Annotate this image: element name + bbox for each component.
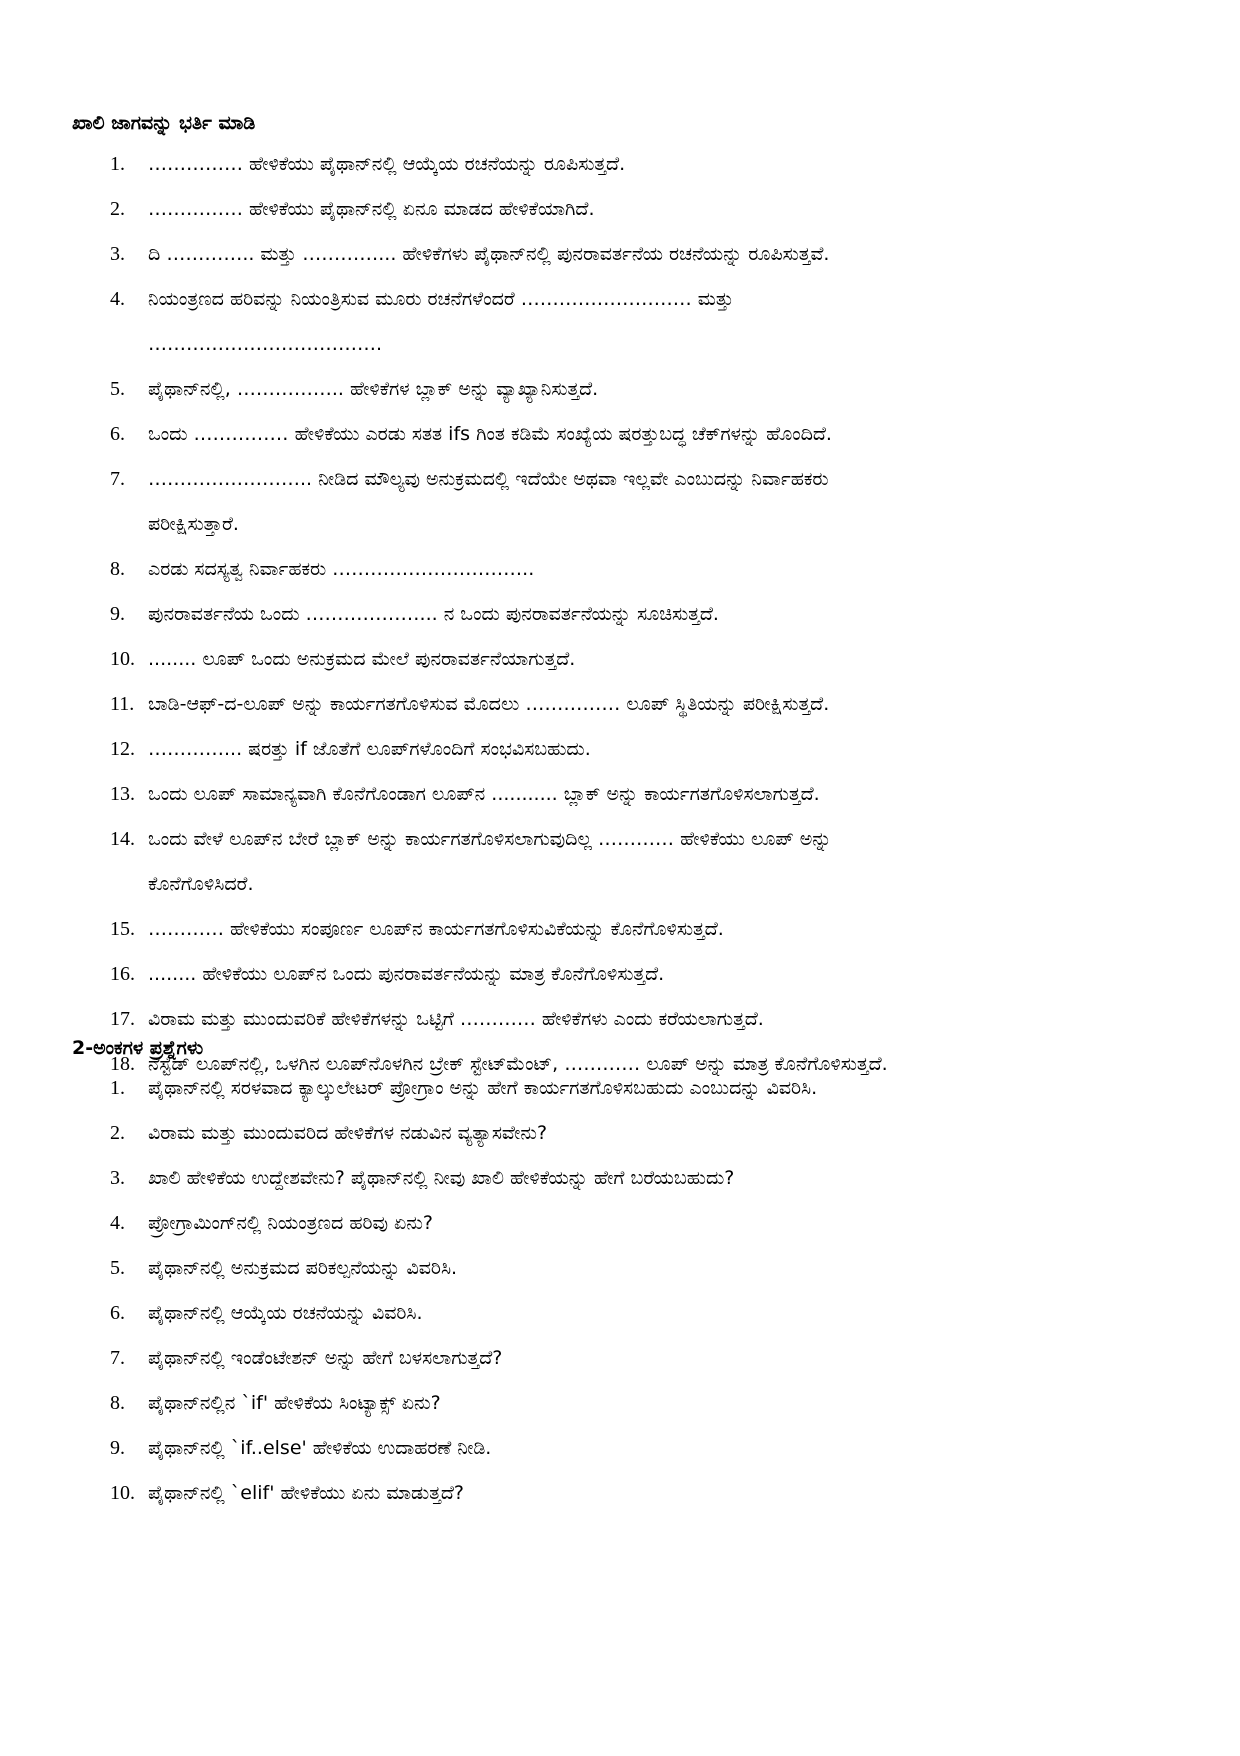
question-text [148,1471,1170,1516]
fill-blanks-title: ಖಾಲಿ ಜಾಗವನ್ನು ಭರ್ತಿ ಮಾಡಿ [72,112,256,134]
question-line: …………………….. ನೀಡಿದ ಮೌಲ್ಯವು ಅನುಕ್ರಮದಲ್ಲಿ ಇದೆಯೇ ಅಥವಾ ಇಲ್ಲವೇ ಎಂಬುದನ್ನು ನಿರ್ವಾಹಕರು [148,468,829,490]
question-line: ........ ಹೇಳಿಕೆಯು ಲೂಪ್‌ನ ಒಂದು ಪುನರಾವರ್ತನೆಯನ್ನು ಮಾತ್ರ ಕೊನೆಗೊಳಿಸುತ್ತದೆ. [148,963,665,985]
question-item [110,457,1170,547]
question-text [148,367,1170,412]
question-item [110,1066,1170,1111]
question-item [110,682,1170,727]
question-item [110,772,1170,817]
question-item [110,1246,1170,1291]
question-item [110,1291,1170,1336]
question-text [148,1336,1170,1381]
question-text [148,277,1170,367]
question-line: ಒಂದು …………… ಹೇಳಿಕೆಯು ಎರಡು ಸತತ ifs ಗಿಂತ ಕಡಿಮೆ ಸಂಖ್ಯೆಯ ಷರತ್ತುಬದ್ಧ ಚೆಕ್‌ಗಳನ್ನು ಹೊಂದಿದೆ. [148,423,832,445]
question-item [110,997,1170,1042]
question-line: ದಿ ………….. ಮತ್ತು …………... ಹೇಳಿಕೆಗಳು ಪೈಥಾನ್‌ನಲ್ಲಿ ಪುನರಾವರ್ತನೆಯ ರಚನೆಯನ್ನು ರೂಪಿಸುತ್ತವೆ. [148,243,830,265]
question-number: 8. [110,1392,125,1414]
question-text [148,1201,1170,1246]
question-line: ವಿರಾಮ ಮತ್ತು ಮುಂದುವರಿದ ಹೇಳಿಕೆಗಳ ನಡುವಿನ ವ್ಯತ್ಯಾಸವೇನು? [148,1122,548,1144]
question-number: 1. [110,1077,125,1099]
question-line: …………... ಷರತ್ತು if ಜೊತೆಗೆ ಲೂಪ್‌ಗಳೊಂದಿಗೆ ಸಂಭವಿಸಬಹುದು. [148,738,591,760]
question-number: 5. [110,378,125,400]
question-text [148,187,1170,232]
question-item [110,592,1170,637]
question-number: 9. [110,603,125,625]
question-number: 17. [110,1008,135,1030]
question-text [148,1426,1170,1471]
question-line: ನೆಸ್ಟೆಡ್ ಲೂಪ್‌ನಲ್ಲಿ, ಒಳಗಿನ ಲೂಪ್‌ನೊಳಗಿನ ಬ್ರೇಕ್ ಸ್ಟೇಟ್‌ಮೆಂಟ್, ………… ಲೂಪ್ ಅನ್ನು ಮಾತ್ರ ಕೊನೆಗೊಳಿಸುತ್ತದೆ. [148,1053,888,1075]
question-text [148,1246,1170,1291]
question-number: 1. [110,153,125,175]
question-line: ………… ಹೇಳಿಕೆಯು ಸಂಪೂರ್ಣ ಲೂಪ್‌ನ ಕಾರ್ಯಗತಗೊಳಿಸುವಿಕೆಯನ್ನು ಕೊನೆಗೊಳಿಸುತ್ತದೆ. [148,918,724,940]
question-text [148,1291,1170,1336]
question-line: ಎರಡು ಸದಸ್ಯತ್ವ ನಿರ್ವಾಹಕರು ………………………….. [148,558,535,580]
fill-blanks-list [110,142,1170,1087]
question-line: ಪೈಥಾನ್‌ನಲ್ಲಿನ `if' ಹೇಳಿಕೆಯ ಸಿಂಟ್ಯಾಕ್ಸ್ ಏನು? [148,1392,441,1414]
question-item [110,547,1170,592]
question-text [148,232,1170,277]
question-item [110,817,1170,907]
question-line: ವಿರಾಮ ಮತ್ತು ಮುಂದುವರಿಕೆ ಹೇಳಿಕೆಗಳನ್ನು ಒಟ್ಟಿಗೆ ………… ಹೇಳಿಕೆಗಳು ಎಂದು ಕರೆಯಲಾಗುತ್ತದೆ. [148,1008,764,1030]
question-item [110,1201,1170,1246]
question-number: 12. [110,738,135,760]
question-text [148,727,1170,772]
question-text [148,1111,1170,1156]
question-number: 2. [110,198,125,220]
question-line: ಪೈಥಾನ್‌ನಲ್ಲಿ `elif' ಹೇಳಿಕೆಯು ಏನು ಮಾಡುತ್ತದೆ? [148,1482,465,1504]
question-number: 6. [110,423,125,445]
question-line: ........ ಲೂಪ್ ಒಂದು ಅನುಕ್ರಮದ ಮೇಲೆ ಪುನರಾವರ್ತನೆಯಾಗುತ್ತದೆ. [148,648,576,670]
question-number: 13. [110,783,135,805]
question-line: ಪೈಥಾನ್‌ನಲ್ಲಿ ಆಯ್ಕೆಯ ರಚನೆಯನ್ನು ವಿವರಿಸಿ. [148,1302,423,1324]
question-number: 9. [110,1437,125,1459]
question-line: …………… ಹೇಳಿಕೆಯು ಪೈಥಾನ್‌ನಲ್ಲಿ ಏನೂ ಮಾಡದ ಹೇಳಿಕೆಯಾಗಿದೆ. [148,198,595,220]
question-text [148,1381,1170,1426]
question-line: ಪೈಥಾನ್‌ನಲ್ಲಿ ಸರಳವಾದ ಕ್ಯಾಲ್ಕುಲೇಟರ್ ಪ್ರೋಗ್ರಾಂ ಅನ್ನು ಹೇಗೆ ಕಾರ್ಯಗತಗೊಳಿಸಬಹುದು ಎಂಬುದನ್ನು ವಿವರಿಸಿ. [148,1077,818,1099]
two-marks-title: 2-ಅಂಕಗಳ ಪ್ರಶ್ನೆಗಳು [72,1037,204,1059]
question-line: ಪ್ರೋಗ್ರಾಮಿಂಗ್‌ನಲ್ಲಿ ನಿಯಂತ್ರಣದ ಹರಿವು ಏನು? [148,1212,433,1234]
question-item [110,1471,1170,1516]
question-number: 2. [110,1122,125,1144]
question-item [110,187,1170,232]
question-line: ಪೈಥಾನ್‌ನಲ್ಲಿ ಅನುಕ್ರಮದ ಪರಿಕಲ್ಪನೆಯನ್ನು ವಿವರಿಸಿ. [148,1257,458,1279]
question-text [148,142,1170,187]
question-item [110,952,1170,997]
question-text [148,1156,1170,1201]
question-number: 16. [110,963,135,985]
question-item [110,1156,1170,1201]
question-number: 7. [110,468,125,490]
question-number: 15. [110,918,135,940]
question-text [148,907,1170,952]
question-number: 3. [110,1167,125,1189]
question-item [110,277,1170,367]
question-line: ಖಾಲಿ ಹೇಳಿಕೆಯ ಉದ್ದೇಶವೇನು? ಪೈಥಾನ್‌ನಲ್ಲಿ ನೀವು ಖಾಲಿ ಹೇಳಿಕೆಯನ್ನು ಹೇಗೆ ಬರೆಯಬಹುದು? [148,1167,735,1189]
question-line: ಪೈಥಾನ್‌ನಲ್ಲಿ, …………….. ಹೇಳಿಕೆಗಳ ಬ್ಲಾಕ್ ಅನ್ನು ವ್ಯಾಖ್ಯಾನಿಸುತ್ತದೆ. [148,378,599,400]
question-text [148,592,1170,637]
question-line: …………… ಹೇಳಿಕೆಯು ಪೈಥಾನ್‌ನಲ್ಲಿ ಆಯ್ಕೆಯ ರಚನೆಯನ್ನು ರೂಪಿಸುತ್ತದೆ. [148,153,626,175]
question-text [148,997,1170,1042]
question-number: 5. [110,1257,125,1279]
question-item [110,367,1170,412]
question-number: 7. [110,1347,125,1369]
question-line: ಪುನರಾವರ್ತನೆಯ ಒಂದು ………………... ನ ಒಂದು ಪುನರಾವರ್ತನೆಯನ್ನು ಸೂಚಿಸುತ್ತದೆ. [148,603,719,625]
question-line: ಒಂದು ವೇಳೆ ಲೂಪ್‌ನ ಬೇರೆ ಬ್ಲಾಕ್ ಅನ್ನು ಕಾರ್ಯಗತಗೊಳಿಸಲಾಗುವುದಿಲ್ಲ ………… ಹೇಳಿಕೆಯು ಲೂಪ್ ಅನ್ನು [148,828,832,850]
question-text [148,412,1170,457]
question-number: 3. [110,243,125,265]
question-item [110,727,1170,772]
question-number: 4. [110,1212,125,1234]
question-line: ಬಾಡಿ-ಆಫ್-ದ-ಲೂಪ್ ಅನ್ನು ಕಾರ್ಯಗತಗೊಳಿಸುವ ಮೊದಲು …………… ಲೂಪ್ ಸ್ಥಿತಿಯನ್ನು ಪರೀಕ್ಷಿಸುತ್ತದೆ. [148,693,830,715]
question-text [148,1066,1170,1111]
question-line: ಪರೀಕ್ಷಿಸುತ್ತಾರೆ. [148,513,239,535]
question-number: 6. [110,1302,125,1324]
question-text [148,817,1170,907]
question-text [148,457,1170,547]
question-text [148,772,1170,817]
question-number: 8. [110,558,125,580]
question-item [110,637,1170,682]
question-line: ಒಂದು ಲೂಪ್ ಸಾಮಾನ್ಯವಾಗಿ ಕೊನೆಗೊಂಡಾಗ ಲೂಪ್‌ನ ........... ಬ್ಲಾಕ್ ಅನ್ನು ಕಾರ್ಯಗತಗೊಳಿಸಲಾಗುತ್ತದೆ. [148,783,820,805]
question-item [110,232,1170,277]
question-number: 4. [110,288,125,310]
two-marks-list [110,1066,1170,1516]
question-item [110,1111,1170,1156]
question-text [148,547,1170,592]
question-line: ಪೈಥಾನ್‌ನಲ್ಲಿ `if..else' ಹೇಳಿಕೆಯ ಉದಾಹರಣೆ ನೀಡಿ. [148,1437,492,1459]
question-text [148,682,1170,727]
question-number: 11. [110,693,135,715]
question-item [110,1381,1170,1426]
question-text [148,952,1170,997]
question-item [110,907,1170,952]
question-line: ಪೈಥಾನ್‌ನಲ್ಲಿ ಇಂಡೆಂಟೇಶನ್ ಅನ್ನು ಹೇಗೆ ಬಳಸಲಾಗುತ್ತದೆ? [148,1347,503,1369]
question-item [110,1426,1170,1471]
question-line: ………………………………. [148,333,383,355]
question-item [110,1336,1170,1381]
question-number: 10. [110,1482,135,1504]
question-number: 18. [110,1053,135,1075]
question-line: ಕೊನೆಗೊಳಿಸಿದರೆ. [148,873,254,895]
question-item [110,412,1170,457]
question-item [110,142,1170,187]
question-text [148,637,1170,682]
question-number: 10. [110,648,135,670]
question-line: ನಿಯಂತ್ರಣದ ಹರಿವನ್ನು ನಿಯಂತ್ರಿಸುವ ಮೂರು ರಚನೆಗಳೆಂದರೆ ……………………… ಮತ್ತು [148,288,734,310]
question-number: 14. [110,828,135,850]
